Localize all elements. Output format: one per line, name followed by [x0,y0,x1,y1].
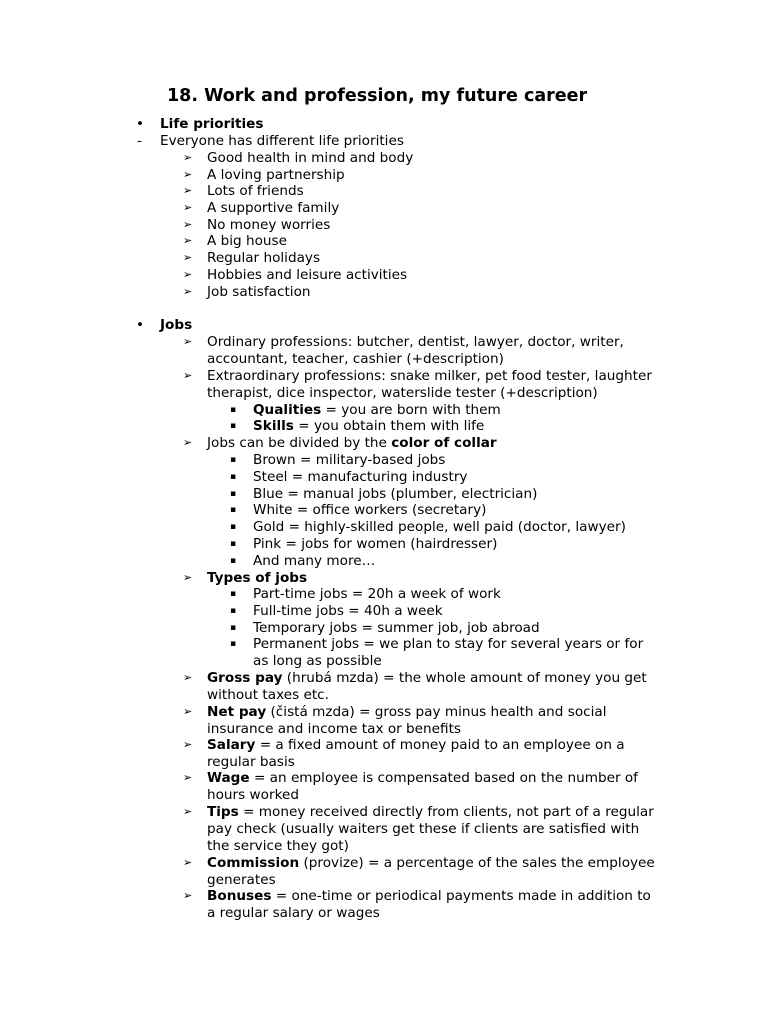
list-item: Lots of friends [207,183,304,199]
line: as long as possible [253,652,382,669]
arrow-marker: ➢ [183,151,193,164]
text: (hrubá mzda) = the whole amount of money you get [282,670,647,686]
list-item: Pink = jobs for women (hairdresser) [253,536,498,552]
text: (provize) = a percentage of the sales the employee [299,855,655,871]
commission-item [207,855,655,889]
tips-item [207,804,654,854]
line: accountant, teacher, cashier (+description) [207,350,504,367]
list-item: Job satisfaction [207,284,311,300]
arrow-marker: ➢ [183,705,193,718]
arrow-marker: ➢ [183,436,193,449]
term: Commission [207,855,300,871]
term: Gross pay [207,670,283,686]
line: a regular salary or wages [207,904,380,921]
line: Ordinary professions: butcher, dentist, lawyer, doctor, writer, [207,334,624,350]
list-item: Good health in mind and body [207,150,414,166]
bullet-marker: • [136,317,145,333]
types-of-jobs-heading: Types of jobs [207,570,308,586]
arrow-marker: ➢ [183,738,193,751]
gross-pay-item [207,670,647,704]
dash-marker: - [137,133,142,149]
list-item: White = office workers (secretary) [253,502,487,518]
term: Salary [207,737,256,753]
list-item [253,636,643,670]
wage-item [207,770,638,804]
line: insurance and income tax or benefits [207,720,461,737]
square-marker: ▪ [230,421,237,431]
line: Extraordinary professions: snake milker, pet food tester, laughter [207,368,652,384]
square-marker: ▪ [230,606,237,616]
list-item: Hobbies and leisure activities [207,267,408,283]
square-marker: ▪ [230,623,237,633]
line: regular basis [207,753,295,770]
list-item: Full-time jobs = 40h a week [253,603,443,619]
line: without taxes etc. [207,686,329,703]
term: Tips [207,804,239,820]
line: generates [207,871,276,888]
list-item: A big house [207,233,287,249]
term: Wage [207,770,250,786]
list-item: Brown = military-based jobs [253,452,446,468]
arrow-marker: ➢ [183,771,193,784]
list-item: Steel = manufacturing industry [253,469,468,485]
line: therapist, dice inspector, waterslide tester (+description) [207,384,598,401]
bonuses-item [207,888,651,922]
line: hours worked [207,786,299,803]
square-marker: ▪ [230,639,237,649]
arrow-marker: ➢ [183,168,193,181]
square-marker: ▪ [230,405,237,415]
skills-item [253,418,484,435]
square-marker: ▪ [230,589,237,599]
list-item: Temporary jobs = summer job, job abroad [253,620,540,636]
text: = money received directly from clients, not part of a regular [238,804,654,820]
term: Qualities [253,402,322,418]
term: Bonuses [207,888,272,904]
arrow-marker: ➢ [183,571,193,584]
square-marker: ▪ [230,489,237,499]
arrow-marker: ➢ [183,234,193,247]
square-marker: ▪ [230,556,237,566]
bullet-marker: • [136,116,145,132]
arrow-marker: ➢ [183,268,193,281]
list-item: Gold = highly-skilled people, well paid (doctor, lawyer) [253,519,626,535]
line: the service they got) [207,837,349,854]
line: pay check (usually waiters get these if clients are satisfied with [207,820,640,837]
arrow-marker: ➢ [183,184,193,197]
term: Skills [253,418,294,434]
text: (čistá mzda) = gross pay minus health and social [266,704,607,720]
list-item: No money worries [207,217,331,233]
arrow-marker: ➢ [183,251,193,264]
arrow-marker: ➢ [183,671,193,684]
extraordinary-professions-item [207,368,652,402]
arrow-marker: ➢ [183,218,193,231]
text: Jobs can be divided by the [207,435,392,451]
square-marker: ▪ [230,539,237,549]
arrow-marker: ➢ [183,805,193,818]
arrow-marker: ➢ [183,201,193,214]
text: = a fixed amount of money paid to an employee on a [255,737,625,753]
arrow-marker: ➢ [183,889,193,902]
ordinary-professions-item [207,334,624,368]
collar-item [207,435,497,452]
arrow-marker: ➢ [183,369,193,382]
text: = one-time or periodical payments made in addition to [271,888,651,904]
arrow-marker: ➢ [183,856,193,869]
square-marker: ▪ [230,522,237,532]
arrow-marker: ➢ [183,335,193,348]
life-priorities-intro: Everyone has different life priorities [160,133,404,149]
jobs-heading: Jobs [160,317,193,333]
list-item: And many more… [253,553,376,569]
list-item: Part-time jobs = 20h a week of work [253,586,501,602]
definition: = you obtain them with life [293,418,485,434]
square-marker: ▪ [230,455,237,465]
term: color of collar [391,435,497,451]
definition: = you are born with them [321,402,501,418]
arrow-marker: ➢ [183,285,193,298]
square-marker: ▪ [230,505,237,515]
list-item: A supportive family [207,200,340,216]
page-title: 18. Work and profession, my future career [167,86,588,106]
net-pay-item [207,704,607,738]
text: = an employee is compensated based on the number of [249,770,638,786]
list-item: Blue = manual jobs (plumber, electrician) [253,486,538,502]
list-item: A loving partnership [207,167,345,183]
salary-item [207,737,625,771]
square-marker: ▪ [230,472,237,482]
term: Net pay [207,704,267,720]
qualities-item [253,402,501,419]
line: Permanent jobs = we plan to stay for several years or for [253,636,644,652]
list-item: Regular holidays [207,250,321,266]
life-priorities-heading: Life priorities [160,116,264,132]
